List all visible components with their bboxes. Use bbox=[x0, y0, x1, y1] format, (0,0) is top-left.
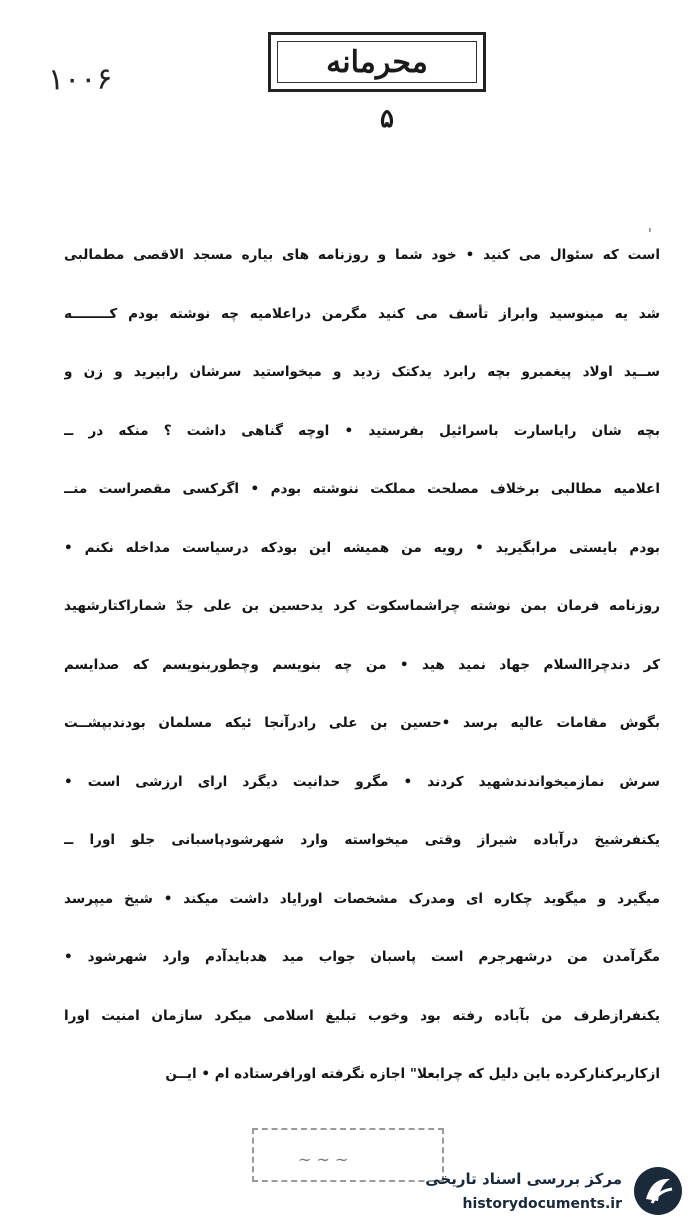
manuscript-number: ۱۰۰۶ bbox=[47, 61, 113, 98]
body-line: بگوش مقامات عالیه برسد •حسین بن علی رادرآنجا ئیکه مسلمان بودندبپشــت bbox=[64, 715, 660, 731]
body-line: است که سئوال می کنید • خود شما و روزنامه های بیاره مسجد الاقصی مطمالبی bbox=[64, 247, 660, 263]
body-line: ازکاربرکنارکرده باین دلیل که چرابعلا" اجازه نگرفته اورافرستاده ام • ایــن bbox=[165, 1066, 660, 1082]
body-line: ســید اولاد پیغمبرو بچه رابرد یدکتک زدید و میخواستید سرشان رابیرید و زن و bbox=[64, 364, 660, 380]
body-line: بچه شان رایاسارت باسرائیل بفرستید • اوچه گناهی داشت ؟ منکه در ــ bbox=[64, 422, 660, 439]
body-line: مگرآمدن من درشهرجرم است پاسبان جواب مید هدبایدآدم وارد شهرشود • bbox=[64, 949, 660, 965]
body-line: اعلامیه مطالبی برخلاف مصلحت مملکت ننوشته بودم • اگرکسی مقصراست منــ bbox=[64, 481, 660, 497]
body-line: کر دندچراالسلام جهاد نمید هید • من چه بنویسم وچطوربنویسم که صدایسم bbox=[64, 656, 660, 673]
watermark-url: historydocuments.ir bbox=[462, 1196, 622, 1212]
watermark-org-name: مرکز بررسی اسناد تاریخی bbox=[425, 1170, 622, 1188]
page-number: ۵ bbox=[380, 104, 394, 134]
classification-stamp bbox=[268, 32, 486, 92]
body-line: یکنفرشیخ درآباده شیراز وقتی میخواسته وارد شهرشودپاسبانی جلو اورا ــ bbox=[64, 832, 660, 848]
body-line: بودم بایستی مرابگیرید • رویه من همیشه این بودکه درسیاست مداخله نکنم • bbox=[64, 539, 660, 556]
body-line: یکنفرازطرف من بآباده رفته بود وخوب تبلیغ اسلامی میکرد سازمان امنیت اورا bbox=[64, 1007, 660, 1024]
body-text bbox=[64, 243, 660, 1121]
history-documents-logo-icon bbox=[632, 1165, 684, 1217]
body-line: روزنامه فرمان بمن نوشته چراشماسکوت کرد یدحسین بن علی جدّ شماراکتارشهید bbox=[64, 598, 660, 614]
stamp-text: محرمانه bbox=[326, 44, 428, 80]
margin-mark: ˌ bbox=[648, 218, 652, 234]
body-line: سرش نمازمیخواندندشهید کردند • مگرو حدانیت دیگرد ارای ارزشی است • bbox=[64, 773, 660, 790]
stamp-scribble: ~ ~ ~ bbox=[298, 1150, 349, 1169]
body-line: میگیرد و میگوید چکاره ای ومدرک مشخصات اورایاد داشت میکند • شیخ میپرسد bbox=[64, 890, 660, 907]
body-line: شد یه مینوسید وابراز تأسف می کنید مگرمن دراعلامیه چه نوشته بودم کــــــــه bbox=[64, 305, 660, 322]
